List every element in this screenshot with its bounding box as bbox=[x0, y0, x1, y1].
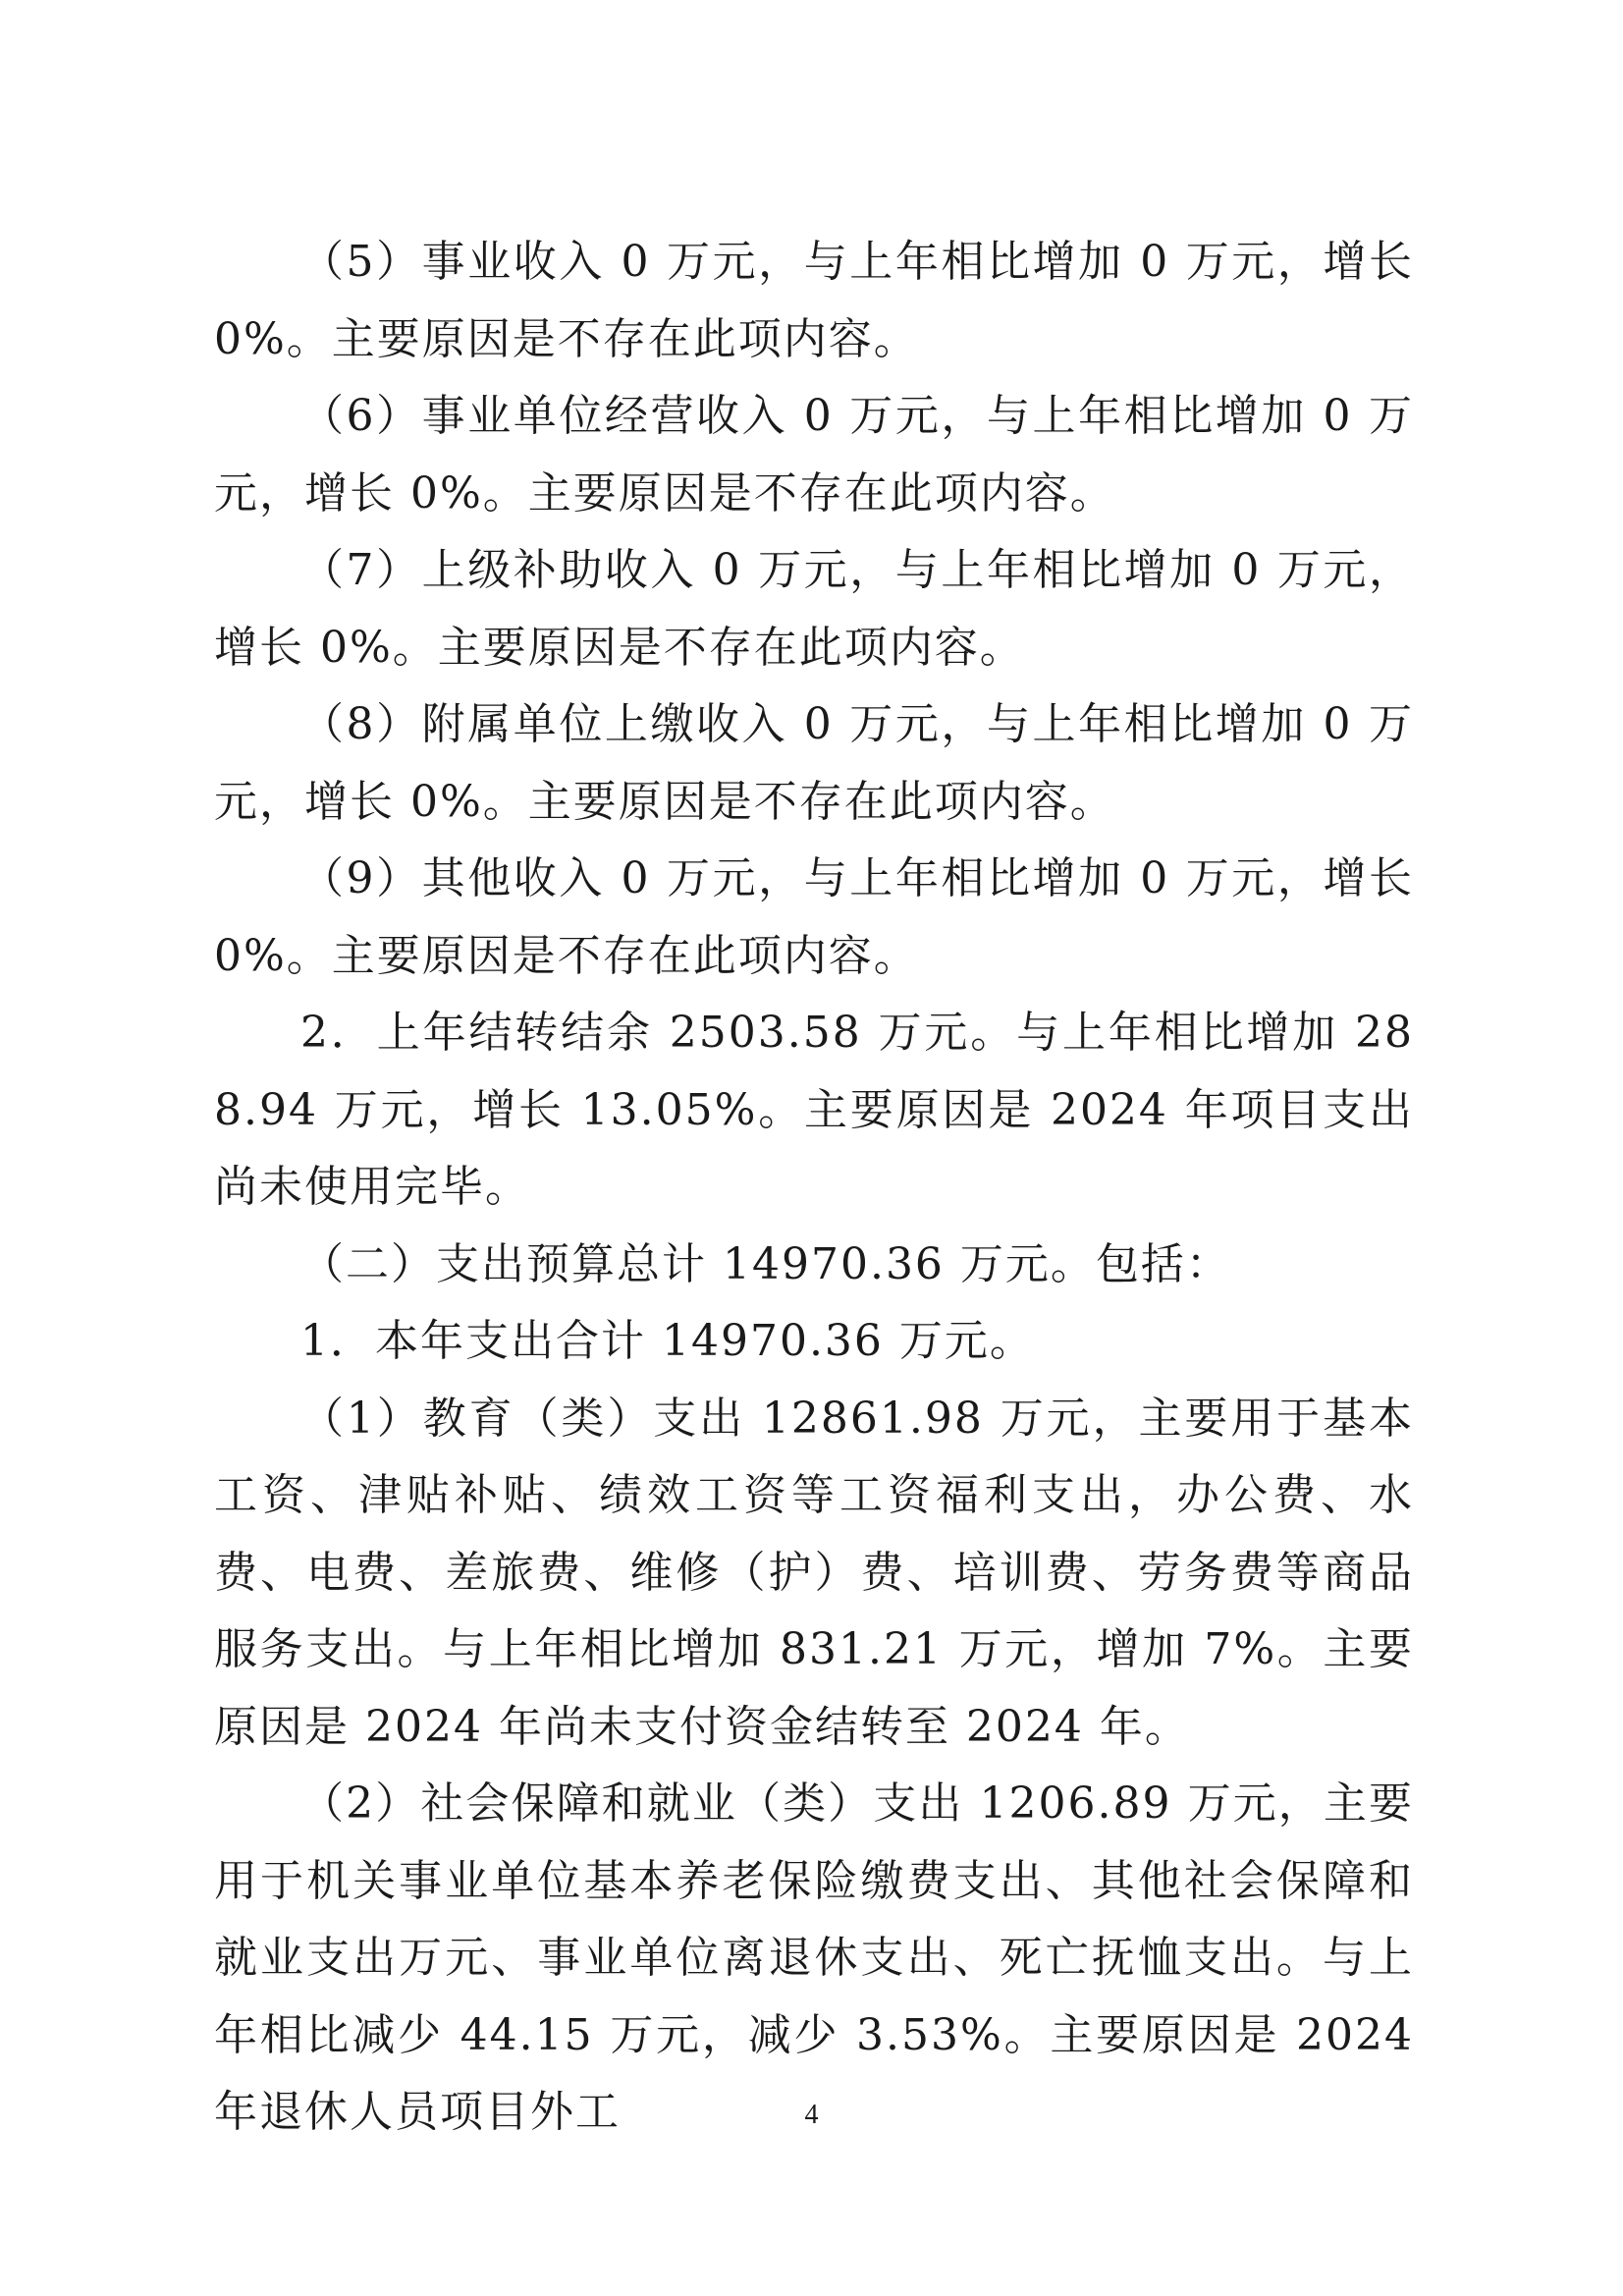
paragraph-business-operating-income: （6）事业单位经营收入 0 万元，与上年相比增加 0 万元，增长 0%。主要原因是不存在此项内容。 bbox=[214, 391, 1414, 519]
page-number: 4 bbox=[804, 2100, 819, 2130]
paragraph-other-income: （9）其他收入 0 万元，与上年相比增加 0 万元，增长 0%。主要原因是不存在此项内容。 bbox=[214, 853, 1414, 981]
paragraph-affiliated-unit-income: （8）附属单位上缴收入 0 万元，与上年相比增加 0 万元，增长 0%。主要原因是不存在此项内容。 bbox=[214, 699, 1414, 827]
paragraph-expenditure-total: （二）支出预算总计 14970.36 万元。包括： bbox=[300, 1238, 1231, 1289]
paragraph-carryover-balance: 2．上年结转结余 2503.58 万元。与上年相比增加 288.94 万元，增长 13.05%。主要原因是 2024 年项目支出尚未使用完毕。 bbox=[214, 1008, 1414, 1212]
paragraph-career-income: （5）事业收入 0 万元，与上年相比增加 0 万元，增长 0%。主要原因是不存在此项内容。 bbox=[214, 237, 1414, 364]
paragraph-superior-subsidy-income: （7）上级补助收入 0 万元，与上年相比增加 0 万元，增长 0%。主要原因是不存在此项内容。 bbox=[214, 545, 1414, 673]
document-body bbox=[214, 224, 1414, 2152]
paragraph-annual-expenditure: 1．本年支出合计 14970.36 万元。 bbox=[300, 1316, 1035, 1366]
paragraph-social-security-expenditure: （2）社会保障和就业（类）支出 1206.89 万元，主要用于机关事业单位基本养老保险缴费支出、其他社会保障和就业支出万元、事业单位离退休支出、死亡抚恤支出。与上年相比减少 44.15 万元，减少 3.53%。主要原因是 2024 年退休人员项目外工 bbox=[214, 1778, 1414, 2137]
paragraph-education-expenditure: （1）教育（类）支出 12861.98 万元，主要用于基本工资、津贴补贴、绩效工资等工资福利支出，办公费、水费、电费、差旅费、维修（护）费、培训费、劳务费等商品服务支出。与上年相比增加 831.21 万元，增加 7%。主要原因是 2024 年尚未支付资金结转至 2024 年。 bbox=[214, 1393, 1414, 1752]
